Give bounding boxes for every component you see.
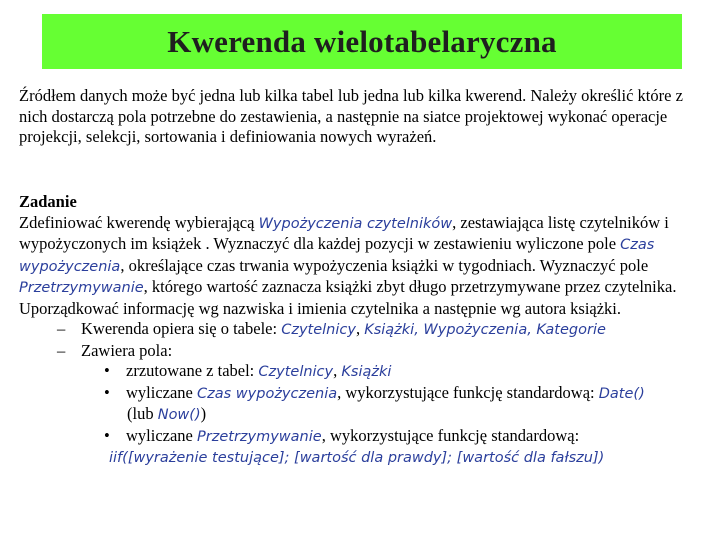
sub2-text: wyliczane	[126, 382, 198, 402]
sub1-text: zrzutowane z tabel:	[126, 361, 259, 380]
sub3-field: Przetrzymywanie	[197, 428, 322, 445]
sublist-item-czas	[19, 383, 709, 405]
sub2-function-date: Date()	[598, 385, 645, 402]
table-czytelnicy: Czytelnicy	[281, 322, 356, 338]
sublist-item-projected	[19, 361, 709, 383]
title-bar	[42, 14, 682, 69]
bullet-marker: •	[104, 382, 110, 402]
sub2-field: Czas wypożyczenia	[197, 385, 338, 402]
sub3-text: wyliczane	[126, 425, 198, 445]
tables-other: Książki, Wypożyczenia, Kategorie	[364, 322, 606, 338]
bullet-marker: •	[104, 361, 110, 380]
sublist-item-czas-continued	[19, 404, 709, 426]
query-name: Wypożyczenia czytelników	[258, 215, 453, 232]
task-text-3: , określające czas trwania wypożyczenia książki w tygodniach. Wyznaczyć pole	[120, 255, 649, 275]
task-heading: Zadanie	[19, 192, 77, 211]
task-section	[19, 192, 709, 469]
slide-title: Kwerenda wielotabelaryczna	[167, 23, 557, 59]
field-przetrzymywanie: Przetrzymywanie	[19, 280, 144, 296]
sub2-mid: , wykorzystujące funkcję standardową:	[337, 382, 599, 402]
task-text-2: , zestawiająca listę czytelników i wypożyczonych im książek . Wyznaczyć dla każdej pozycji w zestawieniu wyliczone pole	[19, 212, 669, 253]
list-item-tables	[19, 319, 709, 341]
list-item-fields	[19, 341, 709, 362]
sub1-table-ksiazki: Książki	[341, 364, 392, 380]
field-czas-wypozyczenia: Czas wypożyczenia	[19, 237, 655, 275]
sub2-cont-a: (lub	[127, 404, 158, 423]
sublist-item-przetrzymywanie	[19, 426, 709, 448]
sub3-mid: , wykorzystujące funkcję standardową:	[321, 425, 580, 445]
task-text-1: Zdefiniować kwerendę wybierającą	[19, 212, 259, 232]
sub2-function-now: Now()	[157, 407, 201, 423]
item1-sep: ,	[355, 319, 365, 338]
item1-text: Kwerenda opiera się o tabele:	[81, 319, 282, 338]
task-description	[19, 213, 709, 320]
dash-marker: –	[57, 319, 66, 338]
sub1-table-czytelnicy: Czytelnicy	[258, 364, 334, 380]
sub2-cont-b: )	[200, 404, 207, 423]
bullet-marker: •	[104, 425, 110, 445]
iif-formula-text: iif([wyrażenie testujące]; [wartość dla prawdy]; [wartość dla fałszu])	[109, 450, 605, 466]
intro-paragraph: Źródłem danych może być jedna lub kilka tabel lub jedna lub kilka kwerend. Należy określić które z nich dostarczą pola potrzebne do zestawienia, a następnie na siatce projektowej wykonać operacje projekcji, selekcji, sortowania i definiowania nowych wyrażeń.	[19, 86, 683, 146]
dash-marker: –	[57, 340, 66, 360]
iif-formula	[19, 447, 709, 469]
sub1-sep: ,	[333, 361, 342, 380]
item2-text: Zawiera pola:	[81, 340, 173, 360]
task-text-4: , którego wartość zaznacza książki zbyt długo przetrzymywane przez czytelnika. Uporządkować informację wg nazwiska i imienia czytelnika a następnie wg autora książki.	[19, 277, 677, 318]
